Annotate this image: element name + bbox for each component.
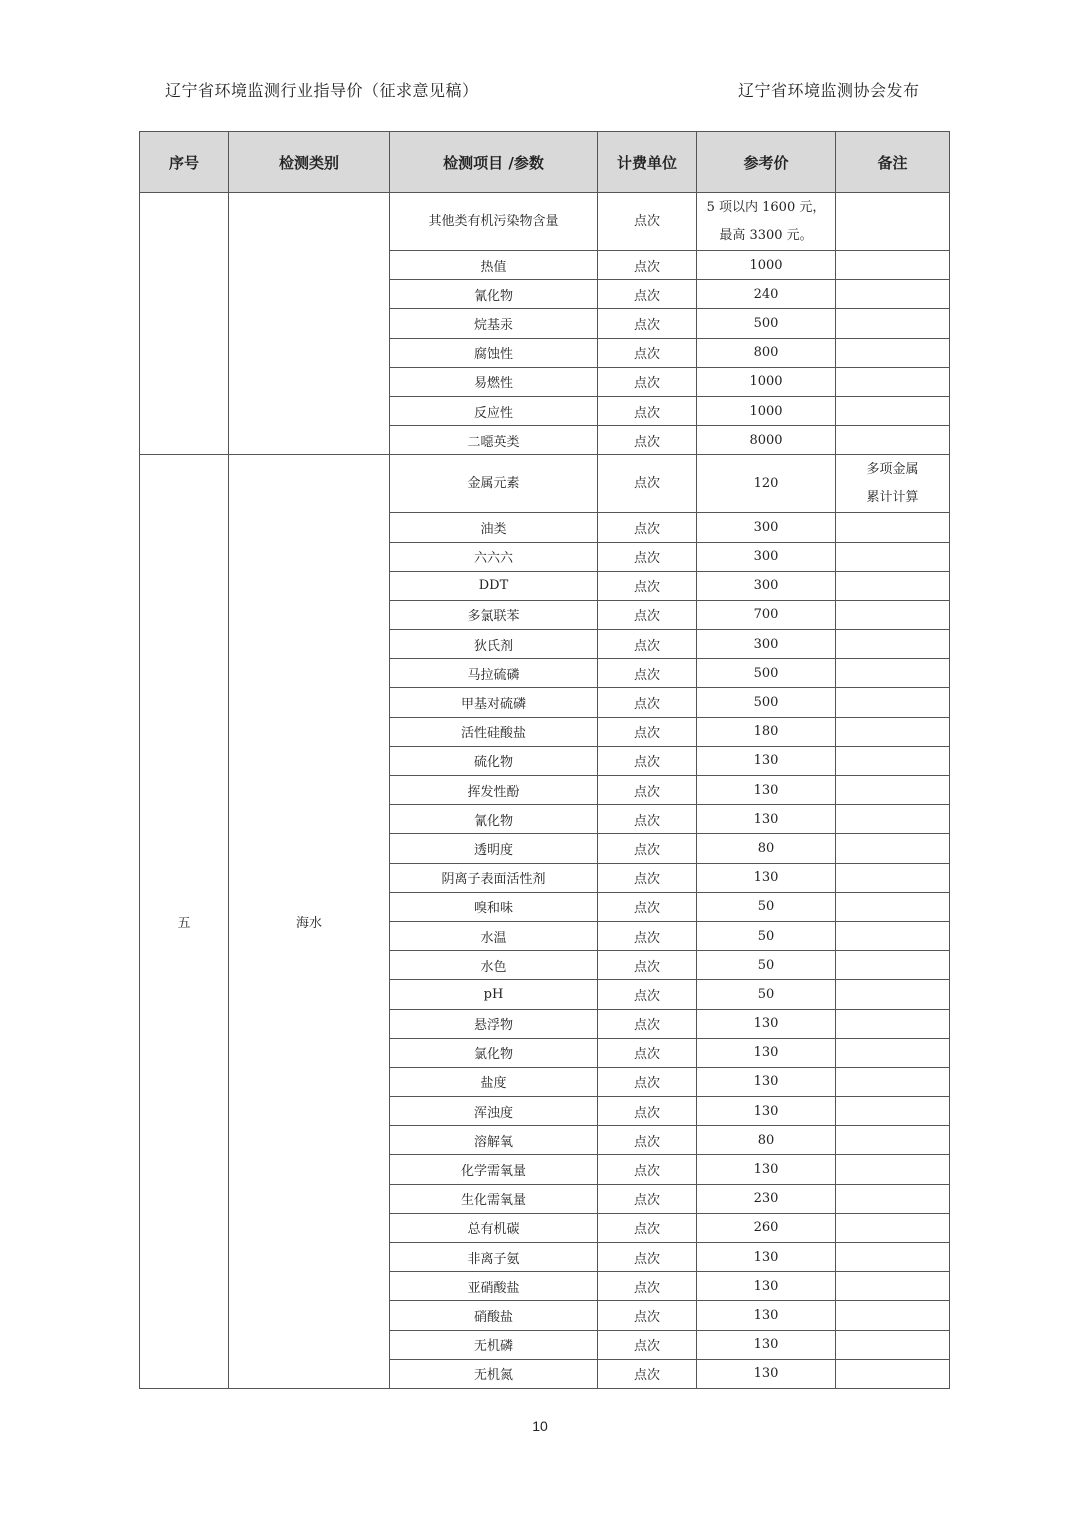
unit-cell: 点次 (598, 630, 697, 659)
price-table (139, 131, 950, 1389)
note-cell (836, 367, 950, 396)
price-cell: 700 (697, 600, 836, 629)
item-cell: 挥发性酚 (390, 776, 598, 805)
note-cell (836, 193, 950, 251)
note-cell (836, 396, 950, 425)
unit-cell: 点次 (598, 1359, 697, 1388)
note-cell (836, 863, 950, 892)
unit-cell: 点次 (598, 571, 697, 600)
price-cell: 180 (697, 717, 836, 746)
item-cell: DDT (390, 571, 598, 600)
unit-cell: 点次 (598, 980, 697, 1009)
item-cell: 氰化物 (390, 280, 598, 309)
price-cell: 50 (697, 951, 836, 980)
price-cell: 500 (697, 309, 836, 338)
note-cell (836, 1067, 950, 1096)
note-cell (836, 280, 950, 309)
unit-cell: 点次 (598, 921, 697, 950)
price-cell: 130 (697, 776, 836, 805)
note-cell (836, 1243, 950, 1272)
unit-cell: 点次 (598, 746, 697, 775)
price-cell: 80 (697, 1126, 836, 1155)
unit-cell: 点次 (598, 717, 697, 746)
unit-cell: 点次 (598, 1097, 697, 1126)
price-cell: 130 (697, 1359, 836, 1388)
item-cell: 狄氏剂 (390, 630, 598, 659)
price-cell: 500 (697, 688, 836, 717)
publisher: 辽宁省环境监测协会发布 (738, 81, 920, 100)
note-cell (836, 805, 950, 834)
item-cell: 亚硝酸盐 (390, 1272, 598, 1301)
unit-cell: 点次 (598, 1213, 697, 1242)
unit-cell: 点次 (598, 367, 697, 396)
price-cell: 50 (697, 980, 836, 1009)
item-cell: 化学需氧量 (390, 1155, 598, 1184)
price-cell: 130 (697, 863, 836, 892)
document-title: 辽宁省环境监测行业指导价（征求意见稿） (165, 81, 479, 100)
price-cell: 1000 (697, 396, 836, 425)
unit-cell: 点次 (598, 1330, 697, 1359)
note-cell (836, 426, 950, 455)
category-cell: 海水 (229, 455, 390, 1389)
unit-cell: 点次 (598, 1038, 697, 1067)
note-cell (836, 659, 950, 688)
item-cell: 氯化物 (390, 1038, 598, 1067)
price-cell: 130 (697, 1243, 836, 1272)
item-cell: 其他类有机污染物含量 (390, 193, 598, 251)
note-cell (836, 892, 950, 921)
note-cell (836, 571, 950, 600)
note-cell (836, 746, 950, 775)
item-cell: 氰化物 (390, 805, 598, 834)
price-cell: 130 (697, 1009, 836, 1038)
unit-cell: 点次 (598, 1009, 697, 1038)
unit-cell: 点次 (598, 600, 697, 629)
price-cell: 1000 (697, 367, 836, 396)
unit-cell: 点次 (598, 1301, 697, 1330)
note-cell (836, 1038, 950, 1067)
price-cell: 130 (697, 1038, 836, 1067)
item-cell: 总有机碳 (390, 1213, 598, 1242)
unit-cell: 点次 (598, 1067, 697, 1096)
item-cell: 反应性 (390, 396, 598, 425)
unit-cell: 点次 (598, 892, 697, 921)
unit-cell: 点次 (598, 513, 697, 542)
price-cell: 130 (697, 1330, 836, 1359)
unit-cell: 点次 (598, 193, 697, 251)
note-cell (836, 1272, 950, 1301)
price-cell: 260 (697, 1213, 836, 1242)
unit-cell: 点次 (598, 1126, 697, 1155)
item-cell: 盐度 (390, 1067, 598, 1096)
note-cell (836, 1301, 950, 1330)
item-cell: 金属元素 (390, 455, 598, 513)
item-cell: 水温 (390, 921, 598, 950)
note-cell (836, 1330, 950, 1359)
note-cell (836, 1097, 950, 1126)
unit-cell: 点次 (598, 1243, 697, 1272)
unit-cell: 点次 (598, 280, 697, 309)
unit-cell: 点次 (598, 1155, 697, 1184)
item-cell: 硝酸盐 (390, 1301, 598, 1330)
note-line: 多项金属 (866, 461, 919, 477)
price-cell: 50 (697, 921, 836, 950)
price-cell: 130 (697, 805, 836, 834)
price-cell: 130 (697, 1097, 836, 1126)
note-cell (836, 630, 950, 659)
price-cell: 130 (697, 1067, 836, 1096)
item-cell: 油类 (390, 513, 598, 542)
unit-cell: 点次 (598, 426, 697, 455)
unit-cell: 点次 (598, 309, 697, 338)
unit-cell: 点次 (598, 776, 697, 805)
note-cell (836, 951, 950, 980)
price-cell: 300 (697, 571, 836, 600)
unit-cell: 点次 (598, 1184, 697, 1213)
item-cell: 水色 (390, 951, 598, 980)
table-row (140, 455, 950, 513)
seq-cell (140, 193, 229, 455)
item-cell: 嗅和味 (390, 892, 598, 921)
price-cell: 500 (697, 659, 836, 688)
note-cell (836, 717, 950, 746)
col-item: 检测项目 /参数 (390, 132, 598, 193)
unit-cell: 点次 (598, 1272, 697, 1301)
col-category: 检测类别 (229, 132, 390, 193)
price-cell: 130 (697, 1272, 836, 1301)
price-line: 5 项以内 1600 元， (706, 199, 826, 215)
note-cell (836, 688, 950, 717)
unit-cell: 点次 (598, 834, 697, 863)
price-line: 最高 3300 元。 (719, 227, 813, 243)
unit-cell: 点次 (598, 455, 697, 513)
note-cell (836, 1126, 950, 1155)
col-unit: 计费单位 (598, 132, 697, 193)
note-cell (836, 513, 950, 542)
note-cell (836, 1009, 950, 1038)
item-cell: 腐蚀性 (390, 338, 598, 367)
price-cell: 130 (697, 746, 836, 775)
item-cell: 热值 (390, 251, 598, 280)
unit-cell: 点次 (598, 863, 697, 892)
item-cell: 非离子氨 (390, 1243, 598, 1272)
price-cell: 8000 (697, 426, 836, 455)
item-cell: 多氯联苯 (390, 600, 598, 629)
unit-cell: 点次 (598, 805, 697, 834)
price-cell (697, 193, 836, 251)
item-cell: 硫化物 (390, 746, 598, 775)
category-cell (229, 193, 390, 455)
note-cell (836, 921, 950, 950)
table-header-row (140, 132, 950, 193)
unit-cell: 点次 (598, 688, 697, 717)
item-cell: 浑浊度 (390, 1097, 598, 1126)
price-cell: 130 (697, 1301, 836, 1330)
price-cell: 300 (697, 542, 836, 571)
table-row (140, 193, 950, 251)
price-cell: 300 (697, 630, 836, 659)
note-cell (836, 834, 950, 863)
unit-cell: 点次 (598, 542, 697, 571)
note-cell (836, 1184, 950, 1213)
note-cell (836, 1155, 950, 1184)
price-cell: 230 (697, 1184, 836, 1213)
unit-cell: 点次 (598, 659, 697, 688)
seq-cell: 五 (140, 455, 229, 1389)
item-cell: 活性硅酸盐 (390, 717, 598, 746)
note-cell (836, 980, 950, 1009)
item-cell: 生化需氧量 (390, 1184, 598, 1213)
note-cell (836, 600, 950, 629)
price-cell: 300 (697, 513, 836, 542)
item-cell: 六六六 (390, 542, 598, 571)
col-seq: 序号 (140, 132, 229, 193)
item-cell: 二噁英类 (390, 426, 598, 455)
unit-cell: 点次 (598, 396, 697, 425)
note-cell (836, 338, 950, 367)
price-cell: 120 (697, 455, 836, 513)
item-cell: 透明度 (390, 834, 598, 863)
unit-cell: 点次 (598, 951, 697, 980)
item-cell: 烷基汞 (390, 309, 598, 338)
item-cell: 无机磷 (390, 1330, 598, 1359)
price-cell: 240 (697, 280, 836, 309)
note-cell (836, 1359, 950, 1388)
item-cell: 马拉硫磷 (390, 659, 598, 688)
item-cell: 甲基对硫磷 (390, 688, 598, 717)
col-price: 参考价 (697, 132, 836, 193)
note-cell (836, 1213, 950, 1242)
page-number: 10 (532, 1418, 548, 1434)
note-line: 累计计算 (866, 489, 919, 505)
price-cell: 80 (697, 834, 836, 863)
item-cell: 悬浮物 (390, 1009, 598, 1038)
note-cell (836, 455, 950, 513)
item-cell: pH (390, 980, 598, 1009)
item-cell: 无机氮 (390, 1359, 598, 1388)
unit-cell: 点次 (598, 338, 697, 367)
price-cell: 50 (697, 892, 836, 921)
price-cell: 130 (697, 1155, 836, 1184)
unit-cell: 点次 (598, 251, 697, 280)
item-cell: 溶解氧 (390, 1126, 598, 1155)
table-body (140, 193, 950, 1389)
note-cell (836, 776, 950, 805)
col-note: 备注 (836, 132, 950, 193)
item-cell: 易燃性 (390, 367, 598, 396)
price-cell: 1000 (697, 251, 836, 280)
price-cell: 800 (697, 338, 836, 367)
note-cell (836, 251, 950, 280)
note-cell (836, 309, 950, 338)
item-cell: 阴离子表面活性剂 (390, 863, 598, 892)
note-cell (836, 542, 950, 571)
